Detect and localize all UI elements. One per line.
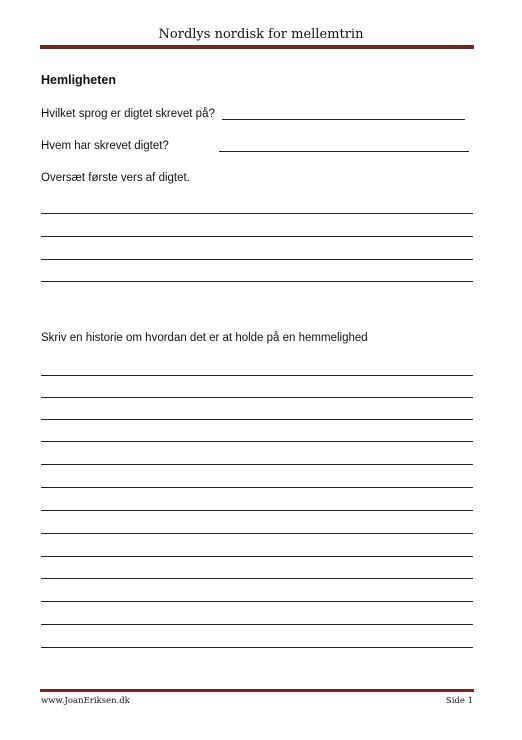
footer-website: www.JoanEriksen.dk (41, 696, 130, 706)
translation-line[interactable] (41, 213, 473, 214)
story-line[interactable] (41, 556, 473, 557)
header-divider (40, 45, 474, 49)
story-line[interactable] (41, 464, 473, 465)
translation-line[interactable] (41, 259, 473, 260)
answer-line-author[interactable] (219, 151, 469, 152)
translation-line[interactable] (41, 281, 473, 282)
question-translate: Oversæt første vers af digtet. (41, 172, 190, 184)
question-language: Hvilket sprog er digtet skrevet på? (41, 108, 215, 120)
story-line[interactable] (41, 397, 473, 398)
footer-divider (40, 689, 474, 692)
story-line[interactable] (41, 647, 473, 648)
question-author: Hvem har skrevet digtet? (41, 140, 169, 152)
story-line[interactable] (41, 533, 473, 534)
story-line[interactable] (41, 624, 473, 625)
answer-line-language[interactable] (222, 119, 465, 120)
story-line[interactable] (41, 375, 473, 376)
story-line[interactable] (41, 441, 473, 442)
question-story: Skriv en historie om hvordan det er at holde på en hemmelighed (41, 332, 368, 344)
story-line[interactable] (41, 601, 473, 602)
page-header-title: Nordlys nordisk for mellemtrin (158, 27, 364, 42)
footer-page-number: Side 1 (445, 696, 473, 706)
translation-line[interactable] (41, 236, 473, 237)
section-title: Hemligheten (41, 73, 117, 87)
story-line[interactable] (41, 419, 473, 420)
story-line[interactable] (41, 487, 473, 488)
story-line[interactable] (41, 510, 473, 511)
story-line[interactable] (41, 578, 473, 579)
